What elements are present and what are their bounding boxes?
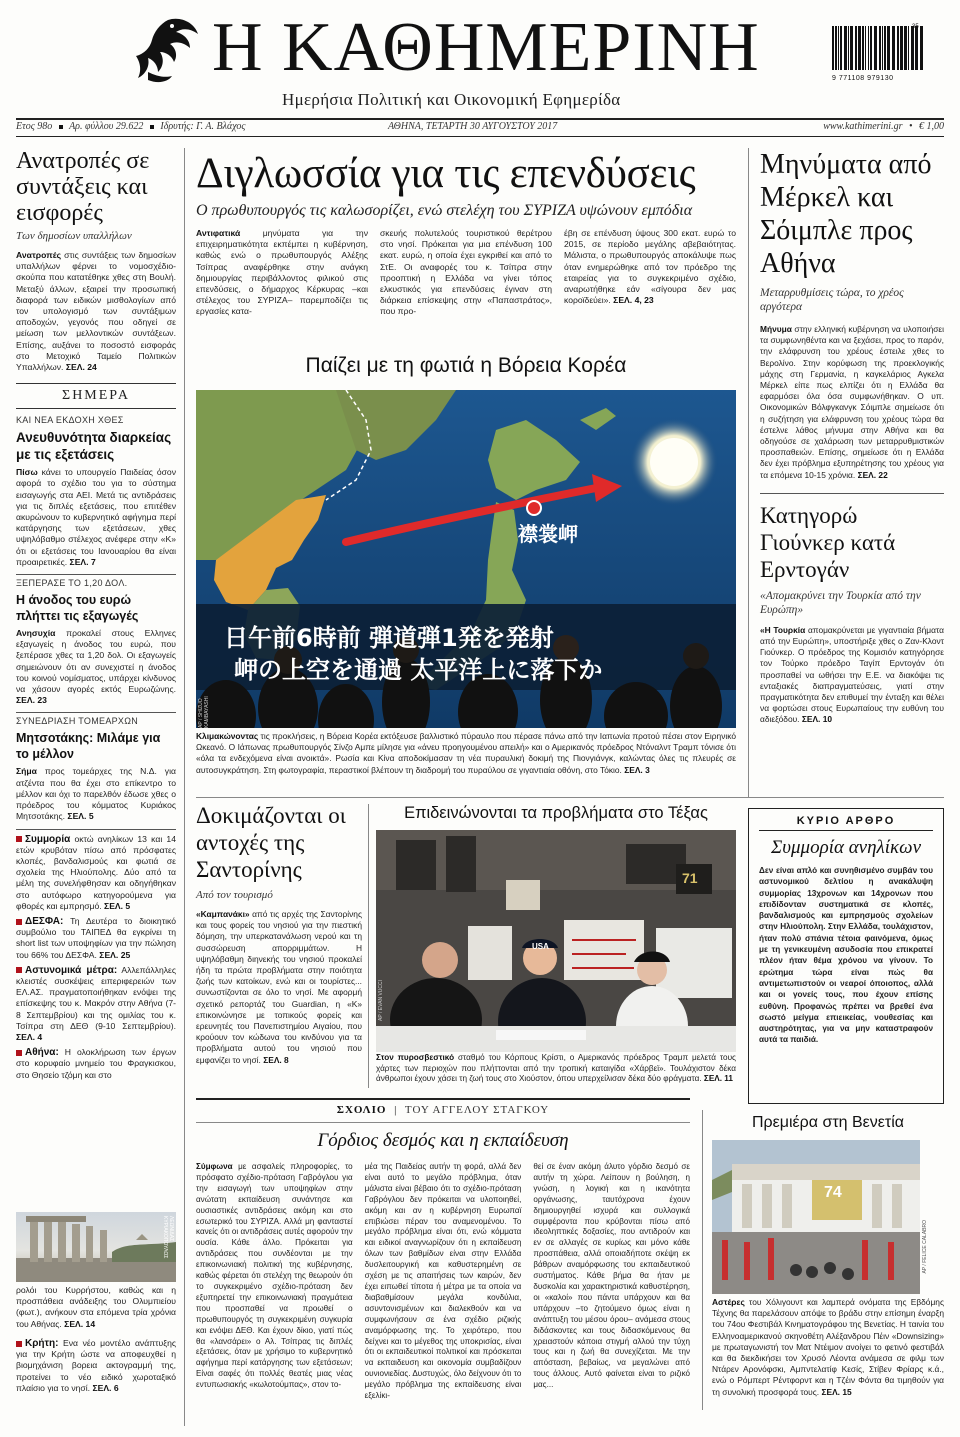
cap-text: USA (532, 942, 549, 951)
barcode-bar (855, 26, 857, 70)
s3-headline[interactable]: Μητσοτάκης: Μιλάμε για το μέλλον (16, 731, 161, 762)
s1-kicker: ΚΑΙ ΝΕΑ ΕΚΔΟΧΗ ΧΘΕΣ (16, 415, 124, 426)
s2-body: Ανησυχία προκαλεί στους Ελληνες εξαγωγείς η άνοδος του ευρώ, που ξεπέρασε χθες τα 1,20 δολ. Οι εξαγωγείς σημειώνουν ότι αν συνεχιστεί η άνοδος του κοινού νομίσματος, υπάρχει κίνδυνος να χάσουν αγορές εκτός Ευρωζώνης. ΣΕΛ. 23 (16, 628, 176, 706)
brief-1: ΔΕΣΦΑ: Τη Δευτέρα το διοικητικό συμβούλιο του ΤΑΙΠΕΔ θα εγκρίνει τη short list των υποψηφίων για την πώληση του 66% του ΔΕΣΦΑ. ΣΕΛ. 25 (16, 915, 176, 960)
bullet-icon (16, 919, 22, 925)
olympieion-photo-credit: ΛΕΩΝΙΔΑΣ ΚΥΡΙΑΚΟΠΟΥΛΟΣ (162, 1216, 174, 1259)
left-lead-body: Ανατροπές στις συντάξεις των δημοσίων υπαλλήλων φέρνει το νομοσχέδιο-σκούπα που κατατέθηκε χθες στη Βουλή. Μεταξύ άλλων, εξαιρεί την προσωπική διαφορά των ειδικών μισθολογίων από τον υπολογισμό των συντάξιμων αποδοχών, γεγονός που οδηγεί σε μείωση των μελλοντικών συντάξεων. Επίσης, αυξάνει το ποσοστό εισφοράς στο Μετοχικό Ταμείο Πολιτικών Υπαλλήλων. ΣΕΛ. 24 (16, 250, 176, 373)
brief-3: Αθήνα: Η ολοκλήρωση των έργων στο κορυφαίο μνημείο του Φραγκισκου, στο Θησείο τζόμη και στο (16, 1047, 176, 1080)
left-lead-ref[interactable]: ΣΕΛ. 24 (65, 362, 97, 373)
bullet-icon (16, 967, 22, 973)
bullet-icon (16, 1341, 22, 1347)
texas-caption: Στον πυροσβεστικό σταθμό του Κόρπους Κρίστι, ο Αμερικανός πρόεδρος Τραμπ μελετά τους χάρτες των περιοχών που πλήττονται από την τροπική καταιγίδα «Χάρβεϊ». Τουλάχιστον δέκα άνθρωποι έχουν χάσει τη ζωή τους στο Χιούστον, όπου υπερχείλισαν δέκα δύο φράγματα. ΣΕΛ. 11 (376, 1053, 736, 1084)
barcode-bar (904, 26, 907, 70)
athens-continuation: ρολόι του Κυρρήστου, καθώς και η προσπάθεια ανάδειξης του Ολυμπιείου (φωτ.), ανήκουν στα επόμενα τρία χρόνια του Αθήνας. ΣΕΛ. 14 (16, 1285, 176, 1329)
barcode-bar (882, 26, 883, 70)
main-col-3: έβη σε επένδυση ύψους 300 εκατ. ευρώ το 2015, σε περίοδο μεγάλης αβεβαιότητας. Μάλιστα, ο πρωθυπουργός αποκάλυψε πως όταν ενημερώθηκε από τον πρόεδρο της εταιρείας για το συγκεκριμένο σχέδιο, αναρωτήθηκε εάν «σίγουρα δεν μας κοροϊδεύει». ΣΕΛ. 4, 23 (564, 228, 736, 306)
right-s2-body: «Η Τουρκία απομακρύνεται με γιγαντιαία βήματα από την Ευρώπη», υποστήριξε χθες ο Ζαν-Κλοντ Γιούνκερ. Ο πρόεδρος της Κομισιόν κατηγόρησε τον Τούρκο πρόεδρο Ταγίπ Ερντογάν ότι προσπαθεί να ωθήσει την Ε.Ε. να διακόψει τις ενταξιακές διαπραγματεύσεις, γιατί στην πραγματικότητα δεν επιθυμεί την ένταξη και θέλει να φορτώσει στους Ευρωπαίους την ευθύνη του αδιεξόδου. ΣΕΛ. 10 (760, 624, 944, 725)
editorial-label: ΚΥΡΙΟ ΑΡΘΡΟ (759, 815, 933, 831)
main-col-2: σκευής πολυτελούς τουριστικού θερέτρου στο νησί. Πρόκειται για μια επένδυση 100 εκατ. ευρώ, η οποία έχει εγκριθεί και από το ΣτΕ. Οι αναφορές του κ. Τσίπρα στην προοπτική η Ελλάδα να γίνει τόπος ελκυστικός για επενδύσεις έγιναν στη διάρκεια επίσκεψης στην «Παπαστράτος», που προ- (380, 228, 552, 317)
right-s2-subhead: «Απομακρύνει την Τουρκία από την Ευρώπη» (760, 589, 921, 616)
barcode-bar (915, 26, 918, 70)
right-s2-ref[interactable]: ΣΕΛ. 10 (801, 714, 833, 725)
barcode-bar (879, 26, 881, 70)
left-lead-headline[interactable]: Ανατροπές σε συντάξεις και εισφορές (16, 148, 150, 226)
volume-year: Ετος 98ο (16, 121, 53, 132)
issue-number: Αρ. φύλλου 29.622 (69, 121, 144, 132)
issue-date: ΑΘΗΝΑ, ΤΕΤΑΡΤΗ 30 ΑΥΓΟΥΣΤΟΥ 2017 (388, 121, 558, 132)
barcode-bar (838, 26, 839, 70)
barcode-bar (892, 26, 895, 70)
s1-body: Πίσω κάνει το υπουργείο Παιδείας όσον αφορά το σχέδιο του για το σύστημα εισαγωγής στα ΑΕΙ. Μετά τις αντιδράσεις για τις διπλές εξετάσεις, που επιτέθεν ακυρώνουν το κυβερνητικό αφήγημα περί κατάργησης των εξετάσεων, χθες υψηλόβαθμο στέλεχος ανέφερε στην «Κ» ότι οι εξετάσεις του Ιανουαρίου θα είναι προαιρετικές. ΣΕΛ. 7 (16, 467, 176, 567)
barcode-bar (900, 26, 903, 70)
editorial-body: Δεν είναι απλό και συνηθισμένο συμβάν του αστυνομικού δελτίου η ανακάλυψη συμμορίας 13χρονων και 14χρονων που επιδίδονταν συστηματικά σε κλοπές, βανδαλισμούς και εμπρησμούς σχολείων στην Ηλιούπολη. Στην Ελλάδα, τουλάχιστον, ήταν πολύ σπάνια τέτοια φαινόμενα, όμως με τη γενικευμένη ασυδοσία που επικρατεί πλέον ήταν θέμα χρόνου να γίνουν. Το ερώτημα τώρα είναι πώς θα αντιμετωπιστούν οι νεαροί όποιοπος, αλλά και οι γονείς τους, που έχουν επίσης ευθύνη. Προφανώς πρέπει να βρεθεί ένα σωστό μείγμα επιεικείας, νουθεσίας και αυστηρότητας, για να μην καταστραφούν αυτά τα παιδιά. (759, 866, 933, 1045)
santorini-subhead: Από τον τουρισμό (196, 889, 273, 901)
texas-ref[interactable]: ΣΕΛ. 11 (703, 1074, 733, 1084)
main-ref[interactable]: ΣΕΛ. 4, 23 (613, 295, 654, 306)
comment-col-3: θεί σε έναν ακόμη άλυτο γόρδιο δεσμό σε αυτήν τη χώρα. Λείπουν η βούληση, η γνώση, η λογική και η ικανότητα οργάνωσης, ταυτόχρονα έχουν δημιουργηθεί ισχυρά και συλλογικά συμφέροντα που κρύβονται πίσω από ιδεοληπτικές δοξασίες, που αντιδρούν και εν σε αλλαγές σε κυρίως και μόνο κάθε προσπάθεια, αλλά οποιαδήποτε σκέψη εκ βάθρων αναμόρφωσης του εκπαιδευτικού συστήματος. Κάθε βήμα θα ήταν με δυσκολία και χαρακτηριστικά καθυστέρηση, οι «καλοί» που πάντα υπάρχουν και θα υπάρχουν –το ζητούμενο όμως είναι η ανάπτυξη του μέσου όρου– ανάμεσα στους διδάσκοντες και τους διδασκόμενους θα χρειαστούν κάποια στιγμή αλλού την τύχη τους και η ζωή θα συνεχίζεται. Με την απόσταση, βεβαίως, να μεγαλώνει από τους άλλους. Αυτό φαίνεται είναι το ριζικό μας... (533, 1162, 691, 1390)
barcode-issue: 35 (912, 24, 919, 30)
comment-columns (196, 1162, 690, 1402)
masthead (0, 0, 960, 135)
wall-number: 71 (682, 870, 698, 886)
venice-ref[interactable]: ΣΕΛ. 15 (821, 1386, 852, 1397)
venice-photo[interactable] (712, 1140, 920, 1294)
s2-headline[interactable]: Η άνοδος του ευρώ πλήττει τις εξαγωγές (16, 593, 139, 624)
s3-body: Σήμα προς τομεάρχες της Ν.Δ. για ατζέντα που θα έχει στο επίκεντρο το μέλλον και όχι το παρελθόν έδωσε χθες ο πρόεδρος του κόμματος Κυριάκος Μητσοτάκης. ΣΕΛ. 5 (16, 766, 176, 822)
brief-2: Αστυνομικά μέτρα: Αλλεπάλληλες κλειστές συσκέψεις ειπεριφερειών των ΕΛ.ΑΣ. πραγματοποιήθηκαν ενόψει της επίσκεψης του κ. Μακρόν στην Αθήνα (7-8 Σεπτεμβρίου) και της ομιλίας του κ. Τσίπρα στη ΔΕΘ (9-10 Σεπτεμβρίου). ΣΕΛ. 4 (16, 964, 176, 1042)
right-column (760, 148, 944, 726)
comment-label: ΣΧΟΛΙΟ (336, 1104, 387, 1116)
barcode-bar (920, 26, 923, 70)
barcode (832, 26, 924, 82)
barcode-bar (844, 26, 847, 70)
barcode-bar (832, 26, 834, 70)
map-place-label: 襟裳岬 (518, 522, 578, 546)
barcode-number: 9 771108 979130 (832, 75, 894, 82)
barcode-bar (874, 26, 877, 70)
crete-brief: Κρήτη: Ενα νέο μοντέλο ανάπτυξης για την Κρήτη ώστε να αποφευχθεί η βιομηχάνιση βορεια ακτογραμμή της, προτείνει το νέο ειδικό χωροταξικό πλαίσιο για το νησί. ΣΕΛ. 6 (16, 1338, 176, 1393)
comment-byline: ΣΧΟΛΙΟ | ΤΟΥ ΑΓΓΕΛΟΥ ΣΤΑΓΚΟΥ (336, 1104, 550, 1116)
olympieion-photo[interactable] (16, 1212, 176, 1282)
right-lead-headline[interactable]: Μηνύματα από Μέρκελ και Σόιμπλε προς Αθήνα (760, 149, 932, 279)
main-col-1: Αντιφατικά μηνύματα για την επιχειρηματικότητα εκπέμπει η κυβέρνηση, καθώς ενώ ο πρωθυπουργός Αλέξης Τσίπρας αναφέρθηκε στην ανάγκη δημιουργίας περιβάλλοντος φιλικού στις επενδύσεις, ο δήμαρχος Κέρκυρας –και στέλεχος του ΣΥΡΙΖΑ– παρεμποδίζει τις εργασίες κατα- (196, 228, 368, 317)
korea-photo[interactable] (196, 390, 736, 728)
texas-photo[interactable] (376, 830, 736, 1052)
comment-col-1: Σύμφωνα με ασφαλείς πληροφορίες, το πρόσφατο σχέδιο-πρόταση Γαβρόγλου για την εισαγωγή των υποψηφίων στην ανώτατη εκπαίδευση συνάντησε και ουσιαστικές αντιδράσεις ακόμη και στο εσωτερικό του ΣΥΡΙΖΑ. Αλλά μη φανταστεί κανείς ότι οι αντιδράσεις αυτές αφορούν την ουσία. Κάθε άλλο. Πρόκειται για αντιδράσεις που συνδέονται με την επικοινωνιακή πολιτική της κυβέρνησης, καθώς φέρεται ότι στελέχη της θεωρούν ότι το συγκεκριμένο σχέδιο-πρόταση δεν εξυπηρετεί την επικοινωνιακή πραγμάτεια που προσπαθεί να προωθεί ο πρωθυπουργός τη συγκεκριμένη συγκυρία και ενόψει ΔΕΘ. Και έχουν δίκιο, γιατί πώς θα «λανσάρει» ο Αλ. Τσίπρας τις διπλές εξετάσεις, όταν με χρήσιμο το κυβερνητικό αφήγημα περί κατάργησης των εξετάσεων; Είναι σαφές ότι πολλές θεατές μιας νέας εντυπωσιακής «κωλοτούμπας», στον το- (196, 1162, 353, 1390)
editorial-box (748, 808, 944, 1104)
korea-caption: Κλιμακώνοντας τις προκλήσεις, η Βόρεια Κορέα εκτόξευσε βαλλιστικό πύραυλο που πέρασε πάνω από την Ιαπωνία προτού πέσει στον Ειρηνικό Ωκεανό. Ο Ιάπωνας πρωθυπουργός Σίνζο Αμπε μίλησε για «άνευ προηγουμένου απειλή» και ο Αμερικανός πρόεδρος Ντόναλντ Τραμπ τόνισε ότι «όλα τα ενδεχόμενα είναι ανοικτά». Ρωσία και Κίνα αποδοκίμασαν τη νέα πυραυλική δοκιμή της Πιονγιάνγκ, καλώντας όλες τις πλευρές σε αυτοσυγκράτηση. Στη φωτογραφία, περαστικοί βλέπουν τη διαδρομή του πυραύλου σε γιγαντιαία οθόνη, στο Τόκιο. ΣΕΛ. 3 (196, 731, 736, 775)
editorial-headline[interactable]: Συμμορία ανηλίκων (770, 837, 921, 858)
korea-ref[interactable]: ΣΕΛ. 3 (624, 764, 650, 775)
venice-caption: Αστέρες του Χόλιγουντ και λαμπερά ονόματα της Εβδόμης Τέχνης θα παρελάσουν απόψε το βράδυ στην επίσημη έναρξη του 74ου Φεστιβάλ Κινηματογράφου της Βενετίας. Η ταινία του Ελληνοαμερικανού σκηνοθέτη Αλέξανδρου Πέιν «Downsizing» με πρωταγωνιστή τον Ματ Ντέιμον ανοίγει το φετινό φεστιβάλ και θα διεκδικήσει τον Χρυσό Λέοντα ανάμεσα σε φιλμ των Ντάρεν Αρονόφσκι, Αμπντελατίφ Κεσίς, Στίβεν Φρίαρς κ.ά., ενώ ο Ρόμπερτ Ρέντφορντ και η Τζέιν Φόντα θα τιμηθούν για τη συνολική προσφορά τους. ΣΕΛ. 15 (712, 1297, 944, 1397)
barcode-bar (870, 26, 872, 70)
ticker-line-2: 岬の上空を通過 太平洋上に落下か (234, 656, 603, 684)
barcode-bar (835, 26, 837, 70)
founder: Ιδρυτής: Γ. Α. Βλάχος (160, 121, 246, 132)
ticker-line-1: 日午前6時前 弾道弾1発を発射 (224, 624, 554, 652)
barcode-bar (911, 26, 914, 70)
barcode-bar (858, 26, 861, 70)
venice-photo-credit: ΑΡ / FELICE CALABRO (922, 1220, 928, 1274)
main-headline[interactable]: Διγλωσσία για τις επενδύσεις (196, 150, 696, 197)
left-lead-lead: Ανατροπές (16, 250, 62, 260)
s3-ref[interactable]: ΣΕΛ. 5 (67, 811, 94, 822)
left-lead-subhead: Των δημοσίων υπαλλήλων (16, 230, 132, 242)
newspaper-title: Η ΚΑΘΗΜΕΡΙΝΗ (212, 9, 760, 86)
barcode-bar (908, 26, 909, 70)
korea-photo-credit: ΑΡ / SHIZUO KAMBAYASHI (198, 696, 210, 728)
santorini-story (196, 802, 362, 1066)
bullet-icon (16, 1050, 22, 1056)
price: € 1,00 (919, 121, 944, 132)
texas-photo-credit: ΑΡ / EVAN VUCCI (378, 980, 384, 1021)
today-label: ΣΗΜΕΡΑ (62, 388, 130, 404)
s1-ref[interactable]: ΣΕΛ. 7 (69, 556, 96, 567)
main-story (196, 148, 736, 318)
barcode-bar (840, 26, 842, 70)
santorini-headline[interactable]: Δοκιμάζονται οι αντοχές της Σαντορίνης (196, 803, 346, 882)
festival-sign-number: 74 (824, 1184, 842, 1201)
right-s2-headline[interactable]: Κατηγορώ Γιούνκερ κατά Ερντογάν (760, 502, 896, 582)
bullet-icon (16, 836, 22, 842)
s3-kicker: ΣΥΝΕΔΡΙΑΣΗ ΤΟΜΕΑΡΧΩΝ (16, 716, 139, 727)
s2-kicker: ΞΕΠΕΡΑΣΕ ΤΟ 1,20 ΔΟΛ. (16, 578, 128, 589)
barcode-icon (832, 26, 924, 70)
santorini-body: «Καμπανάκι» από τις αρχές της Σαντορίνης και τους φορείς του νησιού για την πιεστική δόμηση, την υπερκατανάλωση νερού και τη συσσώρευση απορριμμάτων. Η υψηλόβαθμη διηνεκής του νησιού προκαλεί ήδη τα πρώτα προβλήματα στην ποιότητα ζωής των κατοίκων, ενώ και οι τουρίστες... συνωστίζονται σε όλο το νησί. Με αφορμή σχετικό ρεπορτάζ του Guardian, η «Κ» επικοινώνησε με τοπικούς φορείς και ερευνητές του Πανεπιστημίου Αιγαίου, που κρούουν τον κώδωνα του κινδύνου για τα προβλήματα αυτού του νησιού που εμφανίζει το νησί. ΣΕΛ. 8 (196, 909, 362, 1065)
website-link[interactable]: www.kathimerini.gr (823, 121, 903, 132)
right-lead-ref[interactable]: ΣΕΛ. 22 (857, 469, 888, 480)
barcode-bar (850, 26, 853, 70)
festival-palace-illustration-icon (712, 1140, 920, 1294)
barcode-bar (848, 26, 849, 70)
venice-headline[interactable]: Πρεμιέρα στη Βενετία (751, 1114, 905, 1131)
firehouse-meeting-illustration-icon (376, 830, 736, 1052)
korea-headline[interactable]: Παίζει με τη φωτιά η Βόρεια Κορέα (305, 354, 627, 377)
s2-ref[interactable]: ΣΕΛ. 23 (16, 695, 47, 706)
santorini-ref[interactable]: ΣΕΛ. 8 (263, 1054, 289, 1065)
right-lead-body: Μήνυμα στην ελληνική κυβέρνηση να υλοποιήσει τα συμφωνηθέντα και να ξεχάσει, προς το παρόν, την ελάφρυνση του χρέους έστειλε χθες το Βερολίνο. Στην κορύφωση της προεκλογικής μάχης στη Γερμανία, η καγκελάριος Αγκελα Μέρκελ είπε πως ελπίζει ότι η Ελλάδα θα εφαρμόσει όλα όσα συμφωνήθηκαν. Ο υπ. Οικονομικών Βόλφγκανγκ Σόιμπλε σημείωσε ότι η συζήτηση για ελάφρυνση του χρέους τώρα θα έστελνε λάθος μήνυμα στην Αθήνα και θα οδηγούσε σε χαλάρωση των μεταρρυθμιστικών προσπαθειών. Επίσης, σημείωσε ότι η Ελλάδα δεν έχει πρόβλημα εξυπηρέτησης του χρέους για τα επόμενα 10-15 χρόνια. ΣΕΛ. 22 (760, 324, 944, 480)
columns-illustration-icon (16, 1212, 176, 1282)
barcode-bar (884, 26, 886, 70)
comment-col-2: μέα της Παιδείας αυτήν τη φορά, αλλά δεν είναι αυτό το μεγάλο πρόβλημα, όταν μάλιστα είναι βέβαιο ότι το σχέδιο-πρόταση Γαβρόγλου δεν πρόκειται να υλοποιηθεί, ακόμη και αν η κυβέρνηση Ευρωπαϊ επιβιώσει πέραν του αναμενομένου. Το μεγάλο πρόβλημα είναι ότι, ενώ κόμματα και ειδικοί αναγνωρίζουν ότι η εκπαίδευση όλων των βαθμίδων είναι στην Ελλάδα δυσλειτουργική και καθυστερημένη σε σχέση με τις απαιτήσεις των καιρών, δεν έχει ειπωθεί τίποτα ή μέτρα με τα οποία να διαβαθμίσουν μεγάλα κονδύλια, ασυντονισμένων και διαλεκθούν και να συμφωνήσουν σε ένα σχέδιο ριζικής αναμόρφωσης της. Το χειρότερο, που δείχνει και το μέγεθος της υποκρισίας, είναι ότι οι εκπαιδευτικοί πολιτικοί και πρόσκειται να εκπαιδευση και οικονομία συμβαδίζουν ουνιονιεδίας. Δυστυχώς, όλο δείχνουν ότι το μεγάλο πρόβλημα της εκπαίδευσης είναι εξελίκι- (364, 1162, 522, 1401)
barcode-bar (887, 26, 890, 70)
barcode-bar (865, 26, 866, 70)
left-column (16, 148, 176, 1081)
barcode-bar (862, 26, 864, 70)
barcode-bar (868, 26, 869, 70)
info-bar: Ετος 98ο Αρ. φύλλου 29.622 Ιδρυτής: Γ. Α. Βλάχος ΑΘΗΝΑ, ΤΕΤΑΡΤΗ 30 ΑΥΓΟΥΣΤΟΥ 2017 www.kathimerini.gr • € 1,00 (16, 121, 944, 132)
griffin-logo-icon (128, 14, 202, 86)
s1-headline[interactable]: Ανευθυνότητα διαρκείας με τις εξετάσεις (16, 430, 172, 463)
texas-headline[interactable]: Επιδεινώνονται τα προβλήματα στο Τέξας (404, 804, 708, 822)
comment-headline[interactable]: Γόρδιος δεσμός και η εκπαίδευση (317, 1130, 569, 1151)
barcode-bar (897, 26, 899, 70)
comment-author: ΤΟΥ ΑΓΓΕΛΟΥ ΣΤΑΓΚΟΥ (404, 1104, 550, 1116)
brief-0: Συμμορία οκτώ ανηλίκων 13 και 14 ετών κρυβόταν πίσω από πρόσφατες κλοπές, βανδαλισμούς και φωτιά σε σχολεία της Ηλιούπολης. Δύο από τα μέλη της συνελήφθησαν και οδηγήθηκαν στο αυτόφωρο κατηγορούμενα για φθορές και εμπρησμό. ΣΕΛ. 5 (16, 833, 176, 911)
main-subhead: Ο πρωθυπουργός τις καλωσορίζει, ενώ στελέχη του ΣΥΡΙΖΑ υψώνουν εμπόδια (196, 202, 693, 219)
right-lead-subhead: Μεταρρυθμίσεις τώρα, το χρέος αργότερα (760, 287, 904, 313)
newspaper-subtitle: Ημερήσια Πολιτική και Οικονομική Εφημερίδα (282, 90, 621, 109)
